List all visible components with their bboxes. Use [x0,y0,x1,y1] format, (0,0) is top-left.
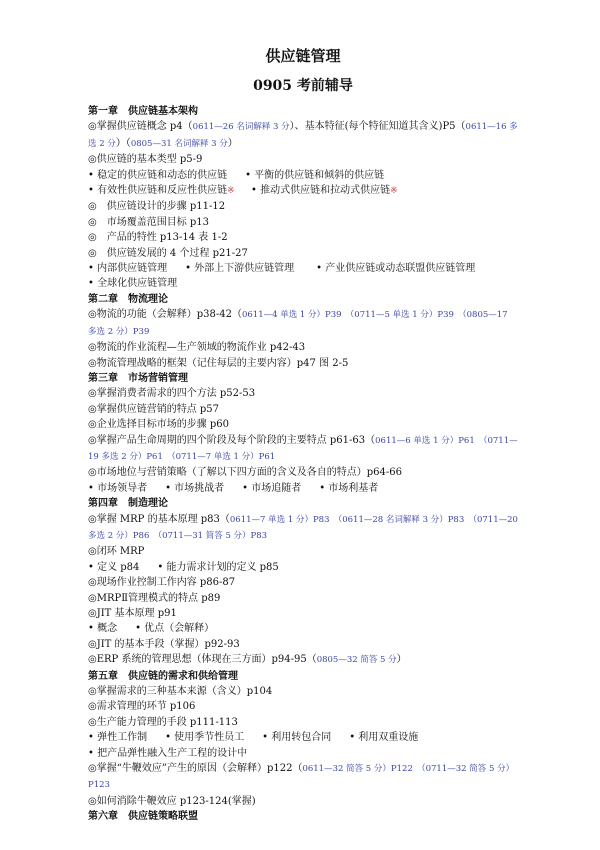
ch1-line-product: ◎ 产品的特性 p13-14 表 1-2 [88,232,228,244]
ch4-bullets-1: • 定义 p84 • 能力需求计划的定义 p85 [88,561,279,573]
document-title: 供应链管理 [265,47,341,65]
ch1-bullets-3: • 内部供应链管理 • 外部上下游供应链管理 • 产业供应链或动态联盟供应链管理 [88,263,476,275]
chapter-2-heading: 第二章 物流理论 [88,293,168,305]
ch1-line-concept: ◎掌握供应链概念 p4（0611—26 名词解释 3 分）、基本特征(每个特征知道其含义)P5（0611—16 多选 2 分）（0805—31 名词解释 3 分） [88,121,518,149]
ch5-bullets-2: • 把产品弹性融入生产工程的设计中 [88,747,248,759]
ch3-line-position: ◎市场地位与营销策略（了解以下四方面的含义及各自的特点）p64-66 [88,467,402,479]
ch2-line-strategy: ◎物流管理战略的框架（记住每层的主要内容）p47 图 2-5 [88,357,349,369]
ch5-line-5: ◎如何消除牛鞭效应 p123-124(掌握) [88,795,256,807]
chapter-5-heading: 第五章 供应链的需求和供给管理 [88,670,238,682]
ch4-line-3: ◎现场作业控制工作内容 p86-87 [88,577,236,589]
ch1-bullets-1: • 稳定的供应链和动态的供应链 • 平衡的供应链和倾斜的供应链 [88,169,385,181]
ch4-line-6: ◎JIT 的基本手段（掌握）p92-93 [88,638,240,650]
ch1-line-market: ◎ 市场覆盖范围目标 p13 [88,216,210,228]
ch5-line-2: ◎需求管理的环节 p106 [88,701,196,713]
ch3-line-2: ◎掌握供应链营销的特点 p57 [88,403,220,415]
chapter-1-heading: 第一章 供应链基本架构 [88,106,198,117]
ch5-line-1: ◎掌握需求的三种基本来源（含义）p104 [88,686,273,698]
chapter-4-heading: 第四章 制造理论 [88,498,168,510]
ch1-line-design: ◎ 供应链设计的步骤 p11-12 [88,201,226,213]
ch5-line-3: ◎生产能力管理的手段 p111-113 [88,716,238,728]
ch4-line-4: ◎MRPⅡ管理模式的特点 p89 [88,592,221,604]
ch5-line-bullwhip: ◎掌握“牛鞭效应”产生的原因（会解释）p122（0611—32 简答 5 分）P122 （0711—32 简答 5 分）P123 [88,763,515,791]
ch3-line-lifecycle: ◎掌握产品生命周期的四个阶段及每个阶段的主要特点 p61-63（0611—6 单选 1 分）P61 （0711—19 多选 2 分）P61 （0711—7 单选 1 分）P61 [88,434,518,462]
ch1-bullets-4: • 全球化供应链管理 [88,278,178,290]
chapter-6-heading: 第六章 供应链策略联盟 [88,811,198,823]
ch4-bullets-2: • 概念 • 优点（会解释） [88,623,215,635]
ch4-line-mrp: ◎掌握 MRP 的基本原理 p83（0611—7 单选 1 分）P83 （0611—28 名词解释 3 分）P83 （0711—20 多选 2 分）P86 （0711—31 简答 5 分）P83 [88,513,518,541]
important-mark: ※ [390,186,398,197]
ch1-line-types: ◎供应链的基本类型 p5-9 [88,154,203,166]
ch4-line-5: ◎JIT 基本原理 p91 [88,608,177,619]
ch3-bullets: • 市场领导者 • 市场挑战者 • 市场追随者 • 市场利基者 [88,482,379,494]
ch1-line-process: ◎ 供应链发展的 4 个过程 p21-27 [88,247,248,259]
document-page [88,40,518,825]
ch2-line-workflow: ◎物流的作业流程—生产领域的物流作业 p42-43 [88,342,306,354]
ch4-line-closed-mrp: ◎闭环 MRP [88,546,145,558]
ch3-line-1: ◎掌握消费者需求的四个方法 p52-53 [88,388,256,400]
important-mark: ※ [227,186,235,197]
ch3-line-3: ◎企业选择目标市场的步骤 p60 [88,419,230,431]
document-subtitle: 0905 考前辅导 [253,78,353,94]
chapter-3-heading: 第三章 市场营销管理 [88,372,188,384]
ch1-bullets-2: • 有效性供应链和反应性供应链※ • 推动式供应链和拉动式供应链※ [88,185,398,197]
ch4-line-erp: ◎ERP 系统的管理思想（体现在三方面）p94-95（0805—32 简答 5 分） [88,654,407,666]
ch5-bullets-1: • 弹性工作制 • 使用季节性员工 • 利用转包合同 • 利用双重设施 [88,732,419,744]
ch2-line-functions: ◎物流的功能（会解释）p38-42（0611—4 单选 1 分）P39 （0711—5 单选 1 分）P39 （0805—17 多选 2 分）P39 [88,309,508,337]
